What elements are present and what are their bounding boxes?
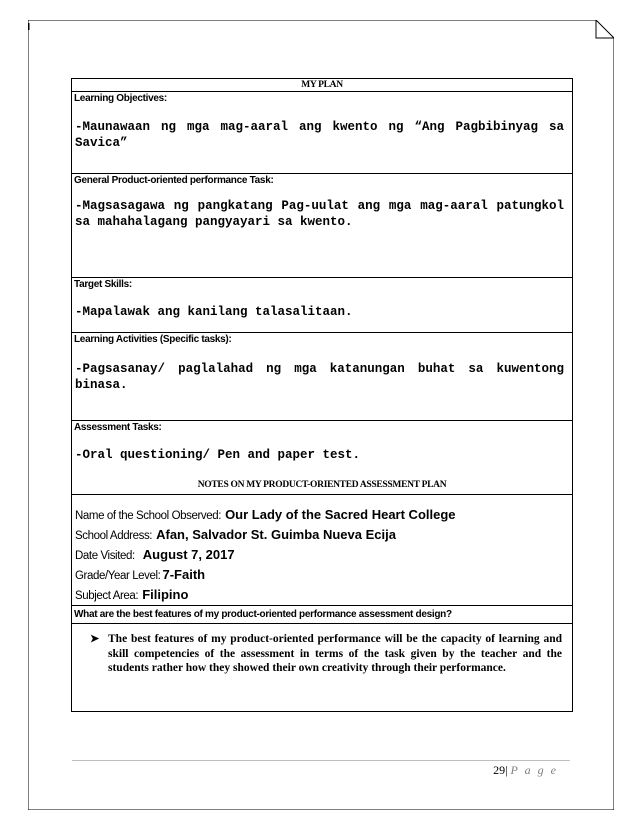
school-info-section — [72, 494, 572, 605]
address-line — [72, 525, 572, 545]
plan-table — [71, 78, 573, 712]
learning-objectives-section — [72, 91, 572, 173]
date-line — [72, 545, 572, 565]
address-label: School Address: — [75, 530, 153, 542]
notes-title: NOTES ON MY PRODUCT-ORIENTED ASSESSMENT PLAN — [197, 480, 447, 490]
answer-text: The best features of my product-oriented performance will be the capacity of learning and skill competencies of the assessment in terms of the task given by the teacher and the students rather how they showed their own creativity through their performance. — [108, 633, 562, 674]
general-task-label: General Product-oriented performance Task: — [74, 175, 274, 186]
grade-value: 7-Faith — [162, 567, 206, 582]
answer-section — [72, 623, 572, 711]
date-label: Date Visited: — [75, 550, 135, 562]
question-section — [72, 605, 572, 623]
page-separator: | — [505, 763, 508, 777]
subject-label: Subject Area: — [75, 590, 139, 602]
learning-activities-section — [72, 332, 572, 420]
my-plan-title: MY PLAN — [301, 80, 343, 90]
school-label: Name of the School Observed: — [75, 510, 222, 522]
learning-objectives-label: Learning Objectives: — [74, 93, 167, 104]
subject-value: Filipino — [142, 587, 189, 602]
date-value: August 7, 2017 — [142, 547, 235, 562]
target-skills-label: Target Skills: — [74, 279, 132, 290]
page-number: 29 — [493, 763, 506, 777]
page-word: P a g e — [510, 763, 558, 777]
arrow-bullet-icon: ➤ — [90, 633, 100, 645]
general-task-text: -Magsasagawa ng pangkatang Pag-uulat ang mga mag-aaral patungkol sa mahahalagang pangyayari sa kwento. — [75, 199, 564, 229]
school-line — [72, 505, 572, 525]
assessment-tasks-section — [72, 420, 572, 494]
grade-line — [72, 565, 572, 585]
subject-line — [72, 585, 572, 605]
learning-activities-label: Learning Activities (Specific tasks): — [74, 334, 232, 345]
target-skills-section — [72, 277, 572, 332]
target-skills-text: -Mapalawak ang kanilang talasalitaan. — [75, 305, 353, 319]
learning-activities-text: -Pagsasanay/ paglalahad ng mga katanungan buhat sa kuwentong binasa. — [75, 362, 564, 392]
assessment-tasks-label: Assessment Tasks: — [74, 422, 162, 433]
assessment-tasks-text: -Oral questioning/ Pen and paper test. — [75, 448, 361, 462]
grade-label: Grade/Year Level: — [75, 570, 161, 582]
question-text: What are the best features of my product-oriented performance assessment design? — [74, 609, 452, 620]
address-value: Afan, Salvador St. Guimba Nueva Ecija — [156, 527, 396, 542]
page-footer — [493, 763, 558, 778]
school-value: Our Lady of the Sacred Heart College — [225, 507, 456, 522]
answer-bullet — [72, 624, 572, 676]
general-task-section — [72, 173, 572, 277]
footer-divider — [72, 760, 570, 761]
learning-objectives-text: -Maunawaan ng mga mag-aaral ang kwento ng “Ang Pagbibinyag sa Savica” — [75, 120, 564, 150]
